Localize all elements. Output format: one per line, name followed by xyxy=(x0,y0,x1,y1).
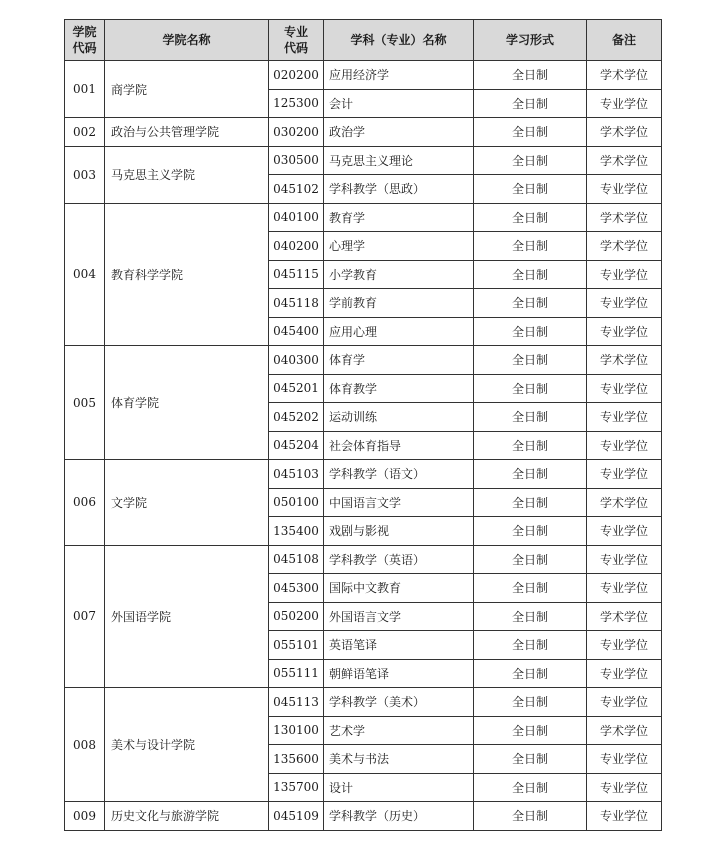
study-mode-cell: 全日制 xyxy=(474,688,587,717)
study-mode-cell: 全日制 xyxy=(474,118,587,147)
remark-cell: 学术学位 xyxy=(587,118,662,147)
remark-cell: 专业学位 xyxy=(587,517,662,546)
major-code-cell: 045102 xyxy=(269,175,324,204)
remark-cell: 专业学位 xyxy=(587,659,662,688)
table-row xyxy=(65,61,662,90)
study-mode-cell: 全日制 xyxy=(474,659,587,688)
table-row xyxy=(65,118,662,147)
college-code-cell: 002 xyxy=(65,118,105,147)
major-name-cell: 政治学 xyxy=(324,118,474,147)
major-code-cell: 040200 xyxy=(269,232,324,261)
study-mode-cell: 全日制 xyxy=(474,260,587,289)
major-code-cell: 040300 xyxy=(269,346,324,375)
college-code-cell: 006 xyxy=(65,460,105,546)
major-name-cell: 学前教育 xyxy=(324,289,474,318)
major-name-cell: 教育学 xyxy=(324,203,474,232)
study-mode-cell: 全日制 xyxy=(474,346,587,375)
table-row xyxy=(65,146,662,175)
remark-cell: 专业学位 xyxy=(587,460,662,489)
study-mode-cell: 全日制 xyxy=(474,631,587,660)
remark-cell: 学术学位 xyxy=(587,602,662,631)
study-mode-cell: 全日制 xyxy=(474,146,587,175)
college-code-cell: 009 xyxy=(65,802,105,831)
major-code-cell: 030200 xyxy=(269,118,324,147)
college-code-cell: 003 xyxy=(65,146,105,203)
major-name-cell: 学科教学（语文） xyxy=(324,460,474,489)
study-mode-cell: 全日制 xyxy=(474,773,587,802)
remark-cell: 专业学位 xyxy=(587,289,662,318)
table-row xyxy=(65,203,662,232)
study-mode-cell: 全日制 xyxy=(474,374,587,403)
table-row xyxy=(65,545,662,574)
study-mode-cell: 全日制 xyxy=(474,203,587,232)
remark-cell: 专业学位 xyxy=(587,374,662,403)
major-code-cell: 130100 xyxy=(269,716,324,745)
major-name-cell: 戏剧与影视 xyxy=(324,517,474,546)
study-mode-cell: 全日制 xyxy=(474,602,587,631)
study-mode-cell: 全日制 xyxy=(474,460,587,489)
major-code-cell: 045204 xyxy=(269,431,324,460)
major-name-cell: 美术与书法 xyxy=(324,745,474,774)
remark-cell: 学术学位 xyxy=(587,346,662,375)
table-row xyxy=(65,346,662,375)
major-code-cell: 045115 xyxy=(269,260,324,289)
college-code-cell: 008 xyxy=(65,688,105,802)
major-code-cell: 045109 xyxy=(269,802,324,831)
remark-cell: 专业学位 xyxy=(587,403,662,432)
header-major-code: 专业代码 xyxy=(269,20,324,61)
major-code-cell: 045113 xyxy=(269,688,324,717)
major-code-cell: 050100 xyxy=(269,488,324,517)
major-code-cell: 055111 xyxy=(269,659,324,688)
table-row xyxy=(65,688,662,717)
remark-cell: 专业学位 xyxy=(587,745,662,774)
header-remark: 备注 xyxy=(587,20,662,61)
college-name-cell: 马克思主义学院 xyxy=(105,146,269,203)
college-name-cell: 教育科学学院 xyxy=(105,203,269,346)
study-mode-cell: 全日制 xyxy=(474,89,587,118)
major-name-cell: 英语笔译 xyxy=(324,631,474,660)
major-name-cell: 心理学 xyxy=(324,232,474,261)
remark-cell: 专业学位 xyxy=(587,574,662,603)
header-college-name: 学院名称 xyxy=(105,20,269,61)
major-code-cell: 030500 xyxy=(269,146,324,175)
major-name-cell: 外国语言文学 xyxy=(324,602,474,631)
college-name-cell: 外国语学院 xyxy=(105,545,269,688)
table-body xyxy=(65,61,662,831)
major-name-cell: 国际中文教育 xyxy=(324,574,474,603)
major-name-cell: 中国语言文学 xyxy=(324,488,474,517)
major-name-cell: 会计 xyxy=(324,89,474,118)
college-name-cell: 政治与公共管理学院 xyxy=(105,118,269,147)
remark-cell: 学术学位 xyxy=(587,488,662,517)
study-mode-cell: 全日制 xyxy=(474,574,587,603)
major-code-cell: 040100 xyxy=(269,203,324,232)
remark-cell: 学术学位 xyxy=(587,232,662,261)
major-name-cell: 运动训练 xyxy=(324,403,474,432)
study-mode-cell: 全日制 xyxy=(474,403,587,432)
major-code-cell: 125300 xyxy=(269,89,324,118)
major-name-cell: 设计 xyxy=(324,773,474,802)
study-mode-cell: 全日制 xyxy=(474,802,587,831)
remark-cell: 学术学位 xyxy=(587,61,662,90)
remark-cell: 专业学位 xyxy=(587,89,662,118)
major-code-cell: 135600 xyxy=(269,745,324,774)
table-row xyxy=(65,460,662,489)
major-code-cell: 045108 xyxy=(269,545,324,574)
major-code-cell: 045201 xyxy=(269,374,324,403)
major-code-cell: 020200 xyxy=(269,61,324,90)
major-code-cell: 135400 xyxy=(269,517,324,546)
major-code-cell: 045103 xyxy=(269,460,324,489)
remark-cell: 学术学位 xyxy=(587,146,662,175)
major-name-cell: 学科教学（英语） xyxy=(324,545,474,574)
study-mode-cell: 全日制 xyxy=(474,745,587,774)
remark-cell: 专业学位 xyxy=(587,431,662,460)
study-mode-cell: 全日制 xyxy=(474,289,587,318)
college-code-cell: 001 xyxy=(65,61,105,118)
college-code-cell: 007 xyxy=(65,545,105,688)
study-mode-cell: 全日制 xyxy=(474,431,587,460)
major-code-cell: 135700 xyxy=(269,773,324,802)
study-mode-cell: 全日制 xyxy=(474,232,587,261)
header-college-code: 学院代码 xyxy=(65,20,105,61)
major-code-cell: 045300 xyxy=(269,574,324,603)
remark-cell: 学术学位 xyxy=(587,203,662,232)
remark-cell: 专业学位 xyxy=(587,773,662,802)
major-name-cell: 社会体育指导 xyxy=(324,431,474,460)
major-name-cell: 体育教学 xyxy=(324,374,474,403)
major-name-cell: 艺术学 xyxy=(324,716,474,745)
major-name-cell: 朝鲜语笔译 xyxy=(324,659,474,688)
college-name-cell: 文学院 xyxy=(105,460,269,546)
header-study-mode: 学习形式 xyxy=(474,20,587,61)
major-name-cell: 学科教学（历史） xyxy=(324,802,474,831)
major-name-cell: 学科教学（美术） xyxy=(324,688,474,717)
major-code-cell: 045118 xyxy=(269,289,324,318)
major-code-cell: 045202 xyxy=(269,403,324,432)
major-name-cell: 应用心理 xyxy=(324,317,474,346)
study-mode-cell: 全日制 xyxy=(474,545,587,574)
enrollment-table xyxy=(64,19,662,831)
college-name-cell: 美术与设计学院 xyxy=(105,688,269,802)
major-name-cell: 小学教育 xyxy=(324,260,474,289)
remark-cell: 学术学位 xyxy=(587,716,662,745)
study-mode-cell: 全日制 xyxy=(474,488,587,517)
header-row xyxy=(65,20,662,61)
study-mode-cell: 全日制 xyxy=(474,716,587,745)
study-mode-cell: 全日制 xyxy=(474,61,587,90)
major-name-cell: 应用经济学 xyxy=(324,61,474,90)
major-code-cell: 050200 xyxy=(269,602,324,631)
major-name-cell: 体育学 xyxy=(324,346,474,375)
header-major-name: 学科（专业）名称 xyxy=(324,20,474,61)
college-name-cell: 历史文化与旅游学院 xyxy=(105,802,269,831)
major-name-cell: 学科教学（思政） xyxy=(324,175,474,204)
remark-cell: 专业学位 xyxy=(587,317,662,346)
study-mode-cell: 全日制 xyxy=(474,317,587,346)
study-mode-cell: 全日制 xyxy=(474,517,587,546)
college-name-cell: 体育学院 xyxy=(105,346,269,460)
table-row xyxy=(65,802,662,831)
college-name-cell: 商学院 xyxy=(105,61,269,118)
remark-cell: 专业学位 xyxy=(587,802,662,831)
remark-cell: 专业学位 xyxy=(587,631,662,660)
remark-cell: 专业学位 xyxy=(587,688,662,717)
remark-cell: 专业学位 xyxy=(587,175,662,204)
college-code-cell: 004 xyxy=(65,203,105,346)
remark-cell: 专业学位 xyxy=(587,260,662,289)
remark-cell: 专业学位 xyxy=(587,545,662,574)
college-code-cell: 005 xyxy=(65,346,105,460)
major-code-cell: 045400 xyxy=(269,317,324,346)
study-mode-cell: 全日制 xyxy=(474,175,587,204)
major-code-cell: 055101 xyxy=(269,631,324,660)
table-header xyxy=(65,20,662,61)
major-name-cell: 马克思主义理论 xyxy=(324,146,474,175)
